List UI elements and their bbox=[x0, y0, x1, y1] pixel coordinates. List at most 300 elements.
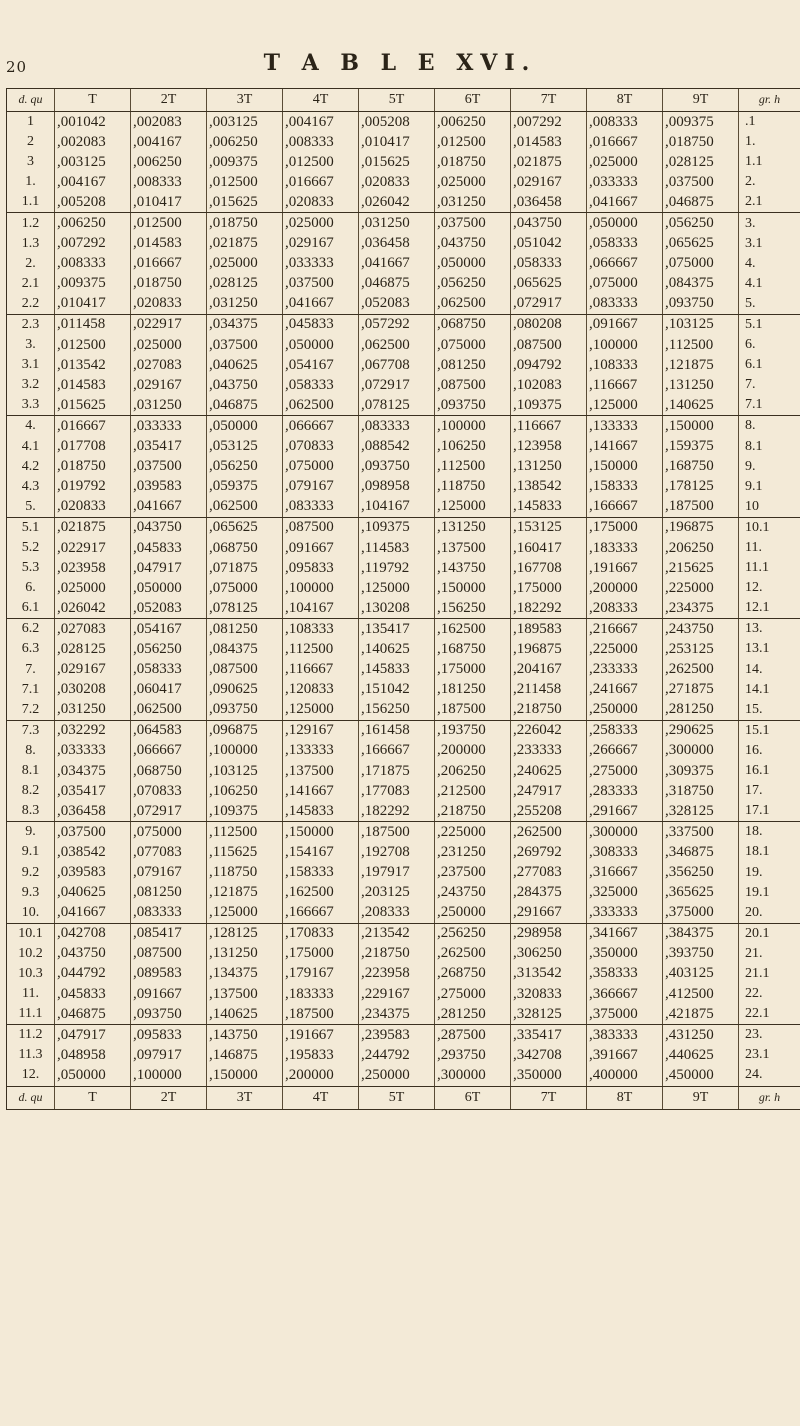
table-cell: ,020833 bbox=[55, 497, 131, 518]
table-cell: ,026042 bbox=[55, 598, 131, 619]
row-argument: 8.3 bbox=[7, 801, 55, 822]
table-cell: ,016667 bbox=[55, 416, 131, 437]
table-body bbox=[7, 112, 800, 1087]
table-cell: ,225000 bbox=[435, 822, 511, 843]
row-argument: 2.1 bbox=[7, 274, 55, 294]
table-cell: ,008333 bbox=[55, 254, 131, 274]
table-cell: ,384375 bbox=[663, 923, 739, 944]
table-cell: ,018750 bbox=[435, 152, 511, 172]
table-cell: ,036458 bbox=[359, 234, 435, 254]
table-cell: ,058333 bbox=[131, 660, 207, 680]
table-cell: ,048958 bbox=[55, 1045, 131, 1065]
table-cell: ,041667 bbox=[359, 254, 435, 274]
table-cell: ,079167 bbox=[283, 477, 359, 497]
row-degrees-hours: 22. bbox=[739, 984, 800, 1004]
table-cell: ,179167 bbox=[283, 964, 359, 984]
row-degrees-hours: 17.1 bbox=[739, 801, 800, 822]
table-cell: ,103125 bbox=[207, 761, 283, 781]
table-cell: ,112500 bbox=[663, 335, 739, 355]
table-row bbox=[7, 1004, 800, 1025]
table-cell: ,075000 bbox=[207, 578, 283, 598]
table-cell: ,431250 bbox=[663, 1025, 739, 1046]
table-cell: ,421875 bbox=[663, 1004, 739, 1025]
table-cell: ,007292 bbox=[511, 112, 587, 133]
table-cell: ,240625 bbox=[511, 761, 587, 781]
table-cell: ,095833 bbox=[283, 558, 359, 578]
table-row bbox=[7, 294, 800, 315]
table-cell: ,043750 bbox=[55, 944, 131, 964]
table-cell: ,203125 bbox=[359, 883, 435, 903]
table-cell: ,108333 bbox=[283, 619, 359, 640]
table-cell: ,195833 bbox=[283, 1045, 359, 1065]
column-footer: T bbox=[55, 1086, 131, 1109]
table-cell: ,204167 bbox=[511, 660, 587, 680]
table-row bbox=[7, 213, 800, 234]
table-cell: ,008333 bbox=[131, 172, 207, 192]
table-cell: ,306250 bbox=[511, 944, 587, 964]
row-degrees-hours: 24. bbox=[739, 1065, 800, 1086]
row-argument: 5. bbox=[7, 497, 55, 518]
table-cell: ,178125 bbox=[663, 477, 739, 497]
table-cell: ,003125 bbox=[207, 112, 283, 133]
table-cell: ,350000 bbox=[587, 944, 663, 964]
table-cell: ,175000 bbox=[435, 660, 511, 680]
table-cell: ,100000 bbox=[207, 741, 283, 761]
table-cell: ,029167 bbox=[131, 375, 207, 395]
table-row bbox=[7, 1065, 800, 1086]
table-cell: ,440625 bbox=[663, 1045, 739, 1065]
table-cell: ,187500 bbox=[435, 700, 511, 721]
table-cell: ,091667 bbox=[131, 984, 207, 1004]
table-cell: ,006250 bbox=[207, 132, 283, 152]
table-cell: ,391667 bbox=[587, 1045, 663, 1065]
table-cell: ,087500 bbox=[511, 335, 587, 355]
table-cell: ,170833 bbox=[283, 923, 359, 944]
table-cell: ,062500 bbox=[207, 497, 283, 518]
table-cell: ,298958 bbox=[511, 923, 587, 944]
table-cell: ,059375 bbox=[207, 477, 283, 497]
table-cell: ,005208 bbox=[55, 192, 131, 213]
table-cell: ,081250 bbox=[207, 619, 283, 640]
table-cell: ,196875 bbox=[663, 517, 739, 538]
table-cell: ,300000 bbox=[587, 822, 663, 843]
table-row bbox=[7, 781, 800, 801]
table-cell: ,041667 bbox=[283, 294, 359, 315]
table-cell: ,134375 bbox=[207, 964, 283, 984]
table-cell: ,012500 bbox=[131, 213, 207, 234]
table-cell: ,033333 bbox=[55, 741, 131, 761]
column-header: 3T bbox=[207, 89, 283, 112]
row-degrees-hours: 9. bbox=[739, 457, 800, 477]
row-degrees-hours: 1.1 bbox=[739, 152, 800, 172]
table-cell: ,187500 bbox=[359, 822, 435, 843]
table-cell: ,051042 bbox=[511, 234, 587, 254]
table-cell: ,318750 bbox=[663, 781, 739, 801]
table-cell: ,104167 bbox=[283, 598, 359, 619]
table-cell: ,072917 bbox=[131, 801, 207, 822]
table-cell: ,244792 bbox=[359, 1045, 435, 1065]
table-cell: ,041667 bbox=[587, 192, 663, 213]
table-cell: ,366667 bbox=[587, 984, 663, 1004]
table-row bbox=[7, 112, 800, 133]
table-cell: ,087500 bbox=[435, 375, 511, 395]
table-cell: ,143750 bbox=[435, 558, 511, 578]
table-cell: ,009375 bbox=[207, 152, 283, 172]
row-argument: 1 bbox=[7, 112, 55, 133]
table-cell: ,225000 bbox=[587, 639, 663, 659]
row-degrees-hours: 2.1 bbox=[739, 192, 800, 213]
table-cell: ,291667 bbox=[511, 903, 587, 924]
table-cell: ,043750 bbox=[207, 375, 283, 395]
table-cell: ,025000 bbox=[131, 335, 207, 355]
table-cell: ,003125 bbox=[55, 152, 131, 172]
table-cell: ,015625 bbox=[207, 192, 283, 213]
table-cell: ,146875 bbox=[207, 1045, 283, 1065]
table-cell: ,018750 bbox=[131, 274, 207, 294]
table-row bbox=[7, 862, 800, 882]
table-cell: ,035417 bbox=[55, 781, 131, 801]
table-cell: ,056250 bbox=[207, 457, 283, 477]
table-cell: ,231250 bbox=[435, 842, 511, 862]
table-row bbox=[7, 152, 800, 172]
table-cell: ,137500 bbox=[207, 984, 283, 1004]
table-row bbox=[7, 822, 800, 843]
table-cell: ,262500 bbox=[663, 660, 739, 680]
table-cell: ,218750 bbox=[511, 700, 587, 721]
table-cell: ,168750 bbox=[435, 639, 511, 659]
table-cell: ,192708 bbox=[359, 842, 435, 862]
table-cell: ,175000 bbox=[283, 944, 359, 964]
table-cell: ,096875 bbox=[207, 720, 283, 741]
table-cell: ,283333 bbox=[587, 781, 663, 801]
table-row bbox=[7, 416, 800, 437]
row-degrees-hours: 7.1 bbox=[739, 395, 800, 416]
table-cell: ,154167 bbox=[283, 842, 359, 862]
table-cell: ,137500 bbox=[435, 538, 511, 558]
table-cell: ,191667 bbox=[283, 1025, 359, 1046]
table-cell: ,234375 bbox=[663, 598, 739, 619]
table-cell: ,108333 bbox=[587, 355, 663, 375]
row-degrees-hours: .1 bbox=[739, 112, 800, 133]
table-cell: ,012500 bbox=[283, 152, 359, 172]
table-cell: ,162500 bbox=[435, 619, 511, 640]
table-cell: ,133333 bbox=[283, 741, 359, 761]
row-degrees-hours: 14.1 bbox=[739, 680, 800, 700]
row-argument: 11. bbox=[7, 984, 55, 1004]
table-cell: ,328125 bbox=[663, 801, 739, 822]
column-footer: 5T bbox=[359, 1086, 435, 1109]
table-cell: ,175000 bbox=[511, 578, 587, 598]
table-cell: ,022917 bbox=[131, 314, 207, 335]
table-cell: ,100000 bbox=[435, 416, 511, 437]
table-cell: ,057292 bbox=[359, 314, 435, 335]
table-cell: ,025000 bbox=[435, 172, 511, 192]
table-cell: ,277083 bbox=[511, 862, 587, 882]
table-cell: ,018750 bbox=[207, 213, 283, 234]
table-cell: ,093750 bbox=[359, 457, 435, 477]
table-cell: ,002083 bbox=[131, 112, 207, 133]
row-degrees-hours: 3.1 bbox=[739, 234, 800, 254]
row-degrees-hours: 21. bbox=[739, 944, 800, 964]
row-degrees-hours: 16.1 bbox=[739, 761, 800, 781]
table-cell: ,031250 bbox=[131, 395, 207, 416]
row-degrees-hours: 21.1 bbox=[739, 964, 800, 984]
table-row bbox=[7, 395, 800, 416]
table-row bbox=[7, 944, 800, 964]
table-row bbox=[7, 254, 800, 274]
table-cell: ,135417 bbox=[359, 619, 435, 640]
table-row bbox=[7, 700, 800, 721]
table-xvi bbox=[6, 88, 800, 1110]
row-argument: 11.1 bbox=[7, 1004, 55, 1025]
row-degrees-hours: 13. bbox=[739, 619, 800, 640]
table-cell: ,145833 bbox=[283, 801, 359, 822]
table-cell: ,145833 bbox=[359, 660, 435, 680]
table-row bbox=[7, 477, 800, 497]
table-cell: ,316667 bbox=[587, 862, 663, 882]
table-cell: ,066667 bbox=[131, 741, 207, 761]
table-cell: ,011458 bbox=[55, 314, 131, 335]
table-cell: ,241667 bbox=[587, 680, 663, 700]
table-header-row bbox=[7, 89, 800, 112]
table-cell: ,032292 bbox=[55, 720, 131, 741]
table-cell: ,287500 bbox=[435, 1025, 511, 1046]
table-cell: ,350000 bbox=[511, 1065, 587, 1086]
table-cell: ,106250 bbox=[207, 781, 283, 801]
table-cell: ,077083 bbox=[131, 842, 207, 862]
table-cell: ,020833 bbox=[131, 294, 207, 315]
table-cell: ,183333 bbox=[587, 538, 663, 558]
row-argument: 5.1 bbox=[7, 517, 55, 538]
table-cell: ,120833 bbox=[283, 680, 359, 700]
table-cell: ,005208 bbox=[359, 112, 435, 133]
table-cell: ,171875 bbox=[359, 761, 435, 781]
table-cell: ,412500 bbox=[663, 984, 739, 1004]
table-cell: ,028125 bbox=[207, 274, 283, 294]
table-cell: ,119792 bbox=[359, 558, 435, 578]
table-cell: ,121875 bbox=[663, 355, 739, 375]
table-cell: ,043750 bbox=[511, 213, 587, 234]
table-cell: ,125000 bbox=[435, 497, 511, 518]
table-cell: ,056250 bbox=[663, 213, 739, 234]
table-cell: ,166667 bbox=[283, 903, 359, 924]
table-cell: ,256250 bbox=[435, 923, 511, 944]
table-cell: ,026042 bbox=[359, 192, 435, 213]
table-cell: ,275000 bbox=[435, 984, 511, 1004]
table-cell: ,131250 bbox=[663, 375, 739, 395]
table-cell: ,247917 bbox=[511, 781, 587, 801]
table-cell: ,054167 bbox=[131, 619, 207, 640]
table-cell: ,038542 bbox=[55, 842, 131, 862]
table-row bbox=[7, 578, 800, 598]
table-cell: ,045833 bbox=[131, 538, 207, 558]
row-argument: 10.1 bbox=[7, 923, 55, 944]
table-cell: ,075000 bbox=[283, 457, 359, 477]
table-cell: ,027083 bbox=[55, 619, 131, 640]
table-cell: ,450000 bbox=[663, 1065, 739, 1086]
table-cell: ,118750 bbox=[435, 477, 511, 497]
table-cell: ,009375 bbox=[663, 112, 739, 133]
table-cell: ,002083 bbox=[55, 132, 131, 152]
table-cell: ,125000 bbox=[283, 700, 359, 721]
table-cell: ,029167 bbox=[283, 234, 359, 254]
table-cell: ,100000 bbox=[283, 578, 359, 598]
table-cell: ,255208 bbox=[511, 801, 587, 822]
table-cell: ,068750 bbox=[207, 538, 283, 558]
table-cell: ,075000 bbox=[435, 335, 511, 355]
table-cell: ,093750 bbox=[131, 1004, 207, 1025]
table-cell: ,033333 bbox=[587, 172, 663, 192]
table-cell: ,215625 bbox=[663, 558, 739, 578]
table-cell: ,182292 bbox=[511, 598, 587, 619]
table-row bbox=[7, 132, 800, 152]
table-cell: ,037500 bbox=[435, 213, 511, 234]
table-cell: ,140625 bbox=[663, 395, 739, 416]
table-cell: ,161458 bbox=[359, 720, 435, 741]
row-degrees-hours: 8. bbox=[739, 416, 800, 437]
row-degrees-hours: 20.1 bbox=[739, 923, 800, 944]
table-cell: ,001042 bbox=[55, 112, 131, 133]
table-cell: ,159375 bbox=[663, 437, 739, 457]
table-cell: ,008333 bbox=[283, 132, 359, 152]
row-argument: 3.2 bbox=[7, 375, 55, 395]
table-cell: ,050000 bbox=[435, 254, 511, 274]
table-cell: ,137500 bbox=[283, 761, 359, 781]
table-cell: ,034375 bbox=[55, 761, 131, 781]
row-argument: 9. bbox=[7, 822, 55, 843]
table-cell: ,021875 bbox=[207, 234, 283, 254]
table-cell: ,375000 bbox=[663, 903, 739, 924]
table-cell: ,062500 bbox=[131, 700, 207, 721]
row-argument: 9.3 bbox=[7, 883, 55, 903]
table-row bbox=[7, 1025, 800, 1046]
table-cell: ,182292 bbox=[359, 801, 435, 822]
table-row bbox=[7, 720, 800, 741]
table-cell: ,004167 bbox=[55, 172, 131, 192]
table-cell: ,208333 bbox=[587, 598, 663, 619]
table-cell: ,131250 bbox=[435, 517, 511, 538]
table-cell: ,150000 bbox=[435, 578, 511, 598]
table-cell: ,102083 bbox=[511, 375, 587, 395]
table-cell: ,046875 bbox=[359, 274, 435, 294]
table-cell: ,223958 bbox=[359, 964, 435, 984]
table-cell: ,168750 bbox=[663, 457, 739, 477]
row-degrees-hours: 6.1 bbox=[739, 355, 800, 375]
row-argument: 4.3 bbox=[7, 477, 55, 497]
table-cell: ,233333 bbox=[587, 660, 663, 680]
table-row bbox=[7, 801, 800, 822]
table-cell: ,083333 bbox=[283, 497, 359, 518]
table-cell: ,065625 bbox=[207, 517, 283, 538]
table-cell: ,085417 bbox=[131, 923, 207, 944]
table-cell: ,052083 bbox=[131, 598, 207, 619]
table-cell: ,037500 bbox=[283, 274, 359, 294]
row-degrees-hours: 13.1 bbox=[739, 639, 800, 659]
table-cell: ,313542 bbox=[511, 964, 587, 984]
table-cell: ,012500 bbox=[55, 335, 131, 355]
table-cell: ,358333 bbox=[587, 964, 663, 984]
table-cell: ,162500 bbox=[283, 883, 359, 903]
row-degrees-hours: 5.1 bbox=[739, 314, 800, 335]
table-cell: ,068750 bbox=[435, 314, 511, 335]
table-cell: ,066667 bbox=[283, 416, 359, 437]
table-cell: ,328125 bbox=[511, 1004, 587, 1025]
table-cell: ,250000 bbox=[359, 1065, 435, 1086]
row-argument: 1.1 bbox=[7, 192, 55, 213]
table-cell: ,213542 bbox=[359, 923, 435, 944]
column-header: 4T bbox=[283, 89, 359, 112]
table-cell: ,037500 bbox=[55, 822, 131, 843]
table-cell: ,037500 bbox=[131, 457, 207, 477]
table-row bbox=[7, 355, 800, 375]
table-cell: ,098958 bbox=[359, 477, 435, 497]
table-cell: ,078125 bbox=[359, 395, 435, 416]
table-cell: ,346875 bbox=[663, 842, 739, 862]
table-cell: ,023958 bbox=[55, 558, 131, 578]
table-cell: ,058333 bbox=[587, 234, 663, 254]
table-cell: ,034375 bbox=[207, 314, 283, 335]
table-cell: ,050000 bbox=[55, 1065, 131, 1086]
table-cell: ,106250 bbox=[435, 437, 511, 457]
column-header: 5T bbox=[359, 89, 435, 112]
table-cell: ,266667 bbox=[587, 741, 663, 761]
row-degrees-hours: 11.1 bbox=[739, 558, 800, 578]
table-cell: ,015625 bbox=[55, 395, 131, 416]
table-cell: ,010417 bbox=[131, 192, 207, 213]
row-degrees-hours: 3. bbox=[739, 213, 800, 234]
table-cell: ,043750 bbox=[435, 234, 511, 254]
table-cell: ,167708 bbox=[511, 558, 587, 578]
table-cell: ,060417 bbox=[131, 680, 207, 700]
row-argument: 4. bbox=[7, 416, 55, 437]
column-footer: gr. h bbox=[739, 1086, 800, 1109]
table-cell: ,075000 bbox=[131, 822, 207, 843]
table-cell: ,109375 bbox=[207, 801, 283, 822]
table-cell: ,016667 bbox=[131, 254, 207, 274]
table-cell: ,166667 bbox=[587, 497, 663, 518]
table-row bbox=[7, 680, 800, 700]
table-cell: ,020833 bbox=[359, 172, 435, 192]
table-cell: ,129167 bbox=[283, 720, 359, 741]
column-footer: 3T bbox=[207, 1086, 283, 1109]
table-cell: ,258333 bbox=[587, 720, 663, 741]
table-cell: ,009375 bbox=[55, 274, 131, 294]
table-cell: ,017708 bbox=[55, 437, 131, 457]
table-cell: ,337500 bbox=[663, 822, 739, 843]
table-cell: ,156250 bbox=[435, 598, 511, 619]
table-row bbox=[7, 457, 800, 477]
table-cell: ,200000 bbox=[587, 578, 663, 598]
table-cell: ,365625 bbox=[663, 883, 739, 903]
table-row bbox=[7, 984, 800, 1004]
table-cell: ,031250 bbox=[55, 700, 131, 721]
table-cell: ,041667 bbox=[131, 497, 207, 518]
table-cell: ,293750 bbox=[435, 1045, 511, 1065]
row-argument: 8. bbox=[7, 741, 55, 761]
table-cell: ,043750 bbox=[131, 517, 207, 538]
row-argument: 6.2 bbox=[7, 619, 55, 640]
table-cell: ,356250 bbox=[663, 862, 739, 882]
table-cell: ,158333 bbox=[587, 477, 663, 497]
row-argument: 5.2 bbox=[7, 538, 55, 558]
table-cell: ,206250 bbox=[435, 761, 511, 781]
table-cell: ,271875 bbox=[663, 680, 739, 700]
table-footer-row bbox=[7, 1086, 800, 1109]
table-cell: ,175000 bbox=[587, 517, 663, 538]
table-cell: ,072917 bbox=[511, 294, 587, 315]
row-argument: 10. bbox=[7, 903, 55, 924]
table-cell: ,150000 bbox=[587, 457, 663, 477]
